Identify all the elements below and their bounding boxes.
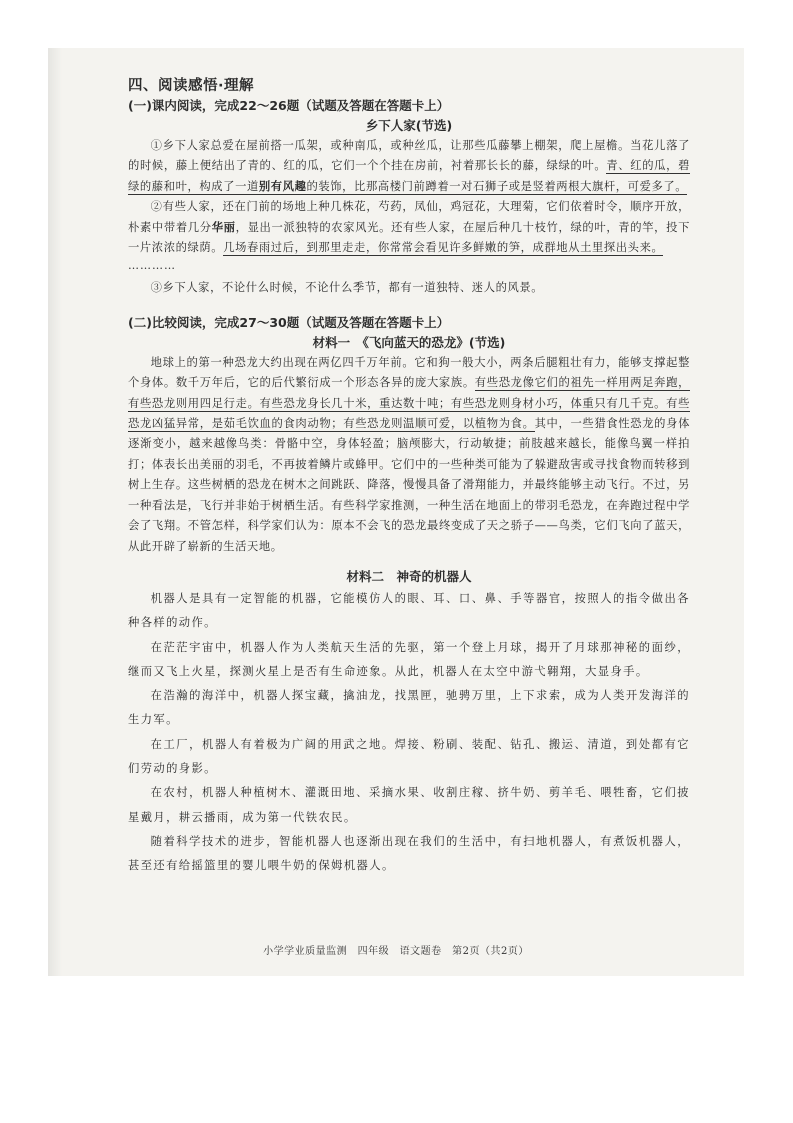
material2-paragraph-1: 机器人是具有一定智能的机器，它能模仿人的眼、耳、口、鼻、手等器官，按照人的指令做出各种各样的动作。 — [128, 591, 690, 630]
part1-paragraph-1 — [128, 136, 690, 197]
material2-paragraph-2: 在茫茫宇宙中，机器人作为人类航天生活的先驱，第一个登上月球，揭开了月球那神秘的面纱，继而又飞上火星，探测火星上是否有生命迹象。从此，机器人在太空中游弋翱翔，大显身手。 — [128, 640, 690, 678]
spacer-2 — [128, 557, 690, 567]
p2-underline: 几场春雨过后，到那里走走，你常常会看见许多鲜嫩的笋，成群地从土里探出头来。 — [223, 241, 664, 255]
p1-underline-2: 的装饰，比那高楼门前蹲着一对石狮子或是竖着两根大旗杆，可爱多了。 — [306, 179, 688, 193]
part1-paragraph-2 — [128, 197, 690, 258]
p1-underline-1: 青、红的瓜，碧绿的藤和叶，构成了一道 — [128, 159, 690, 193]
part1-block — [128, 96, 690, 299]
material2-title: 材料二 神奇的机器人 — [346, 568, 472, 584]
material1-paragraph — [128, 353, 690, 557]
spacer — [128, 299, 690, 313]
page-footer: 小学学业质量监测 四年级 语文题卷 第2页（共2页） — [263, 946, 529, 957]
section-heading: 四、阅读感悟·理解 — [128, 78, 255, 94]
material2-paragraph-4: 在工厂，机器人有着极为广阔的用武之地。焊接、粉刷、装配、钻孔、搬运、清道，到处都有它们劳动的身影。 — [128, 737, 690, 775]
exam-sheet — [48, 48, 744, 976]
part2-block — [128, 313, 690, 879]
material2-paragraph-5: 在农村，机器人种植树木、灌溉田地、采摘水果、收割庄稼、挤牛奶、剪羊毛、喂牲畜，它们披星戴月，耕云播雨，成为第一代铁农民。 — [128, 786, 690, 824]
part2-heading: (二)比较阅读，完成27～30题（试题及答题在答题卡上） — [128, 314, 450, 330]
p2-text-a: ②有些人家，还在门前的场地上种几株花，芍药，凤仙，鸡冠花，大理菊，它们依着时令，顺序开放，朴素中带着几分 — [128, 200, 690, 234]
part1-title: 乡下人家(节选) — [365, 118, 453, 133]
material1-title: 材料一 《飞向蓝天的恐龙》(节选) — [312, 334, 506, 350]
page-shadow — [48, 48, 62, 976]
part1-paragraph-3: ③乡下人家，不论什么时候，不论什么季节，都有一道独特、迷人的风景。 — [150, 281, 544, 295]
p2-text-b: ，显出一派独特的农家风光。还有些人家，在屋后种几十枝竹，绿的叶，青的竿，投下一片浓浓的绿荫。 — [128, 220, 691, 255]
p1-bold-phrase: 别有风趣 — [258, 179, 307, 193]
m1-text-b: 其中，一些猎食性恐龙的身体逐渐变小，越来越像鸟类：骨骼中空，身体轻盈；脑颅膨大，行动敏捷；前肢越来越长，能像鸟翼一样拍打；体表长出美丽的羽毛，不再披着鳞片或蜂甲。它们中的一些种类可能为了躲避敌害或寻找食物而转移到树上生存。这些树栖的恐龙在树木之间跳跃、降落，慢慢具备了滑翔能力，并最终能够主动飞行。不过，另一种看法是，飞行并非始于树栖生活。有些科学家推测，一种生活在地面上的带羽毛恐龙，在奔跑过程中学会了飞翔。不管怎样，科学家们认为：原本不会飞的恐龙最终变成了天之骄子——鸟类，它们飞向了蓝天，从此开辟了崭新的生活天地。 — [128, 417, 690, 553]
material2-paragraph-6: 随着科学技术的进步，智能机器人也逐渐出现在我们的生活中，有扫地机器人，有煮饭机器人，甚至还有给摇篮里的婴儿喂牛奶的保姆机器人。 — [128, 834, 690, 873]
part1-heading: (一)课内阅读，完成22～26题（试题及答题在答题卡上） — [128, 98, 450, 113]
ellipsis-line: ………… — [128, 259, 176, 273]
m1-underline: 有些恐龙像它们的祖先一样用两足奔跑，有些恐龙则用四足行走。有些恐龙身长几十米，重达数十吨；有些恐龙则身材小巧，体重只有几千克。有些恐龙凶猛异常，是茹毛饮血的食肉动物；有些恐龙则温顺可爱，以植物为食。 — [128, 376, 690, 431]
m1-text-a: 地球上的第一种恐龙大约出现在两亿四千万年前。它和狗一般大小，两条后腿粗壮有力，能够支撑起整个身体。数千万年后，它的后代繁衍成一个形态各异的庞大家族。 — [128, 355, 690, 390]
material2-paragraph-3: 在浩瀚的海洋中，机器人探宝藏，擒油龙，找黑匣，驰骋万里，上下求索，成为人类开发海洋的生力军。 — [128, 689, 690, 727]
p2-bold-phrase: 华丽 — [211, 220, 236, 234]
p1-text: ①乡下人家总爱在屋前搭一瓜架，或种南瓜，或种丝瓜，让那些瓜藤攀上棚架，爬上屋檐。当花儿落了的时候，藤上便结出了青的、红的瓜，它们一个个挂在房前，衬着那长长的藤，绿绿的叶。 — [128, 139, 690, 173]
